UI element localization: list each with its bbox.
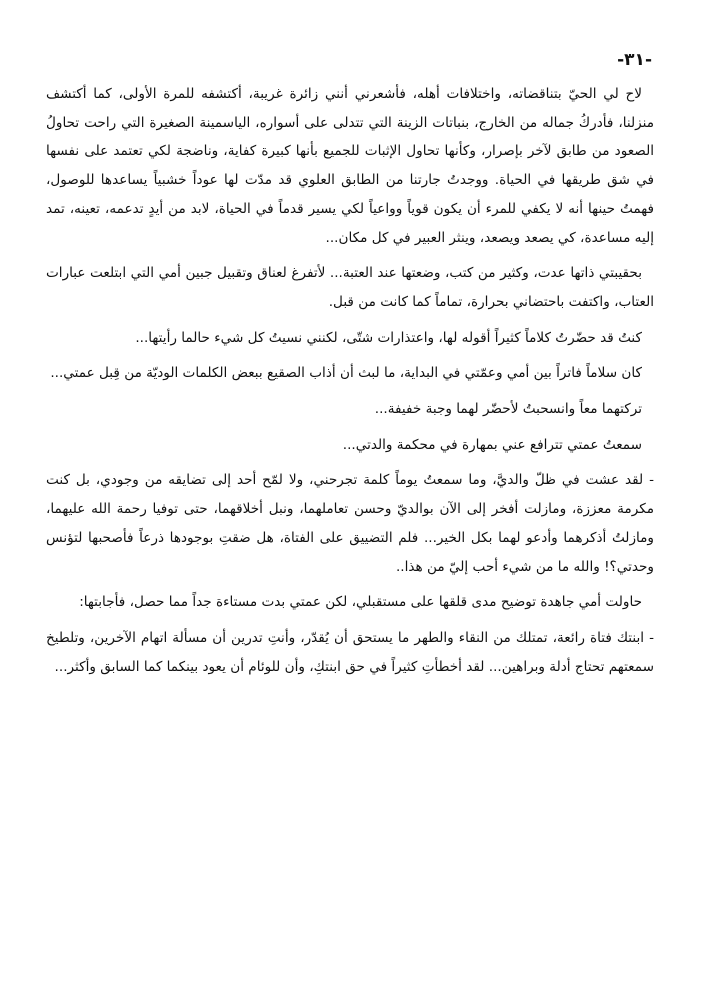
paragraph: كنتُ قد حضّرتُ كلاماً كثيراً أقوله لها، واعتذارات شتّى، لكنني نسيتُ كل شيء حالما رأيتها... [135, 329, 642, 346]
page-number: -٣١- [617, 50, 652, 70]
paragraph: سمعتُ عمتي تترافع عني بمهارة في محكمة والدتي... [342, 436, 642, 453]
paragraph: لاح لي الحيّ بتناقضاته، واختلافات أهله، فأشعرني أنني زائرة غريبة، أكتشفه للمرة الأولى، كما أكتشف منزلنا، فأدركُ جماله من الخارج، بنباتات الزينة التي تتدلى على أسواره، الياسمينة الصغيرة التي راحت تحاولُ الصعود من طابق لآخر بإصرار، وكأنها تحاول الإثبات للجميع بأنها كبيرة كفاية، وناضجة لكي تعتمد على نفسها في شق طريقها في الحياة. ووجدتُ جارتنا من الطابق العلوي قد مدّت لها عوداً خشبياً يساعدها للوصول، فهمتُ حينها أنه لا يكفي للمرء أن يكون قوياً وواعياً لكي يسير قدماً في الحياة، لابد من أيدٍ تدعمه، تعينه، تمد إليه مساعدة، كي يصعد ويصعد، وينثر العبير في كل مكان... [46, 86, 654, 246]
paragraph: حاولت أمي جاهدة توضيح مدى قلقها على مستقبلي، لكن عمتي بدت مستاءة جداً مما حصل، فأجابتها: [79, 594, 642, 611]
dialogue-paragraph: - لقد عشت في ظلّ والديَّ، وما سمعتُ يوماً كلمة تجرحني، ولا لمّح أحد إلى تضايقه من وجودي، بل كنت مكرمة معززة، ومازلت أفخر إلى الآن بوالديّ وحسن تعاملهما، ونبل أخلاقهما، حتى توفيا رحمة الله عليهما، ومازلتُ أذكرهما وأدعو لهما بكل الخير... فلم التضييق على الفتاة، هل ضقتِ بوجودها ذرعاً فأصحبها لتؤنس وحدتي؟! والله ما من شيء أحب إليّ من هذا.. [46, 472, 654, 575]
paragraph: بحقيبتي ذاتها عدت، وكثير من كتب، وضعتها عند العتبة... لأتفرغ لعناق وتقبيل جبين أمي التي ابتلعت عبارات العتاب، واكتفت باحتضاني بحرارة، تماماً كما كانت من قبل. [46, 265, 654, 310]
paragraph: كان سلاماً فاتراً بين أمي وعمّتي في البداية، ما لبث أن أذاب الصقيع ببعض الكلمات الوديّة من قِبل عمتي... [50, 365, 642, 382]
paragraph: تركتهما معاً وانسحبتُ لأحضّر لهما وجبة خفيفة... [374, 401, 642, 418]
dialogue-paragraph: - ابنتك فتاة رائعة، تمتلك من النقاء والطهر ما يستحق أن يُقدّر، وأنتِ تدرين أن مسألة اتهام الآخرين، وتلطيخ سمعتهم تحتاج أدلة وبراهين... لقد أخطأتِ كثيراً في حق ابنتكِ، وأن للوئام أن يعود بينكما كما السابق وأكثر... [46, 629, 654, 675]
page-body-text [46, 80, 654, 688]
